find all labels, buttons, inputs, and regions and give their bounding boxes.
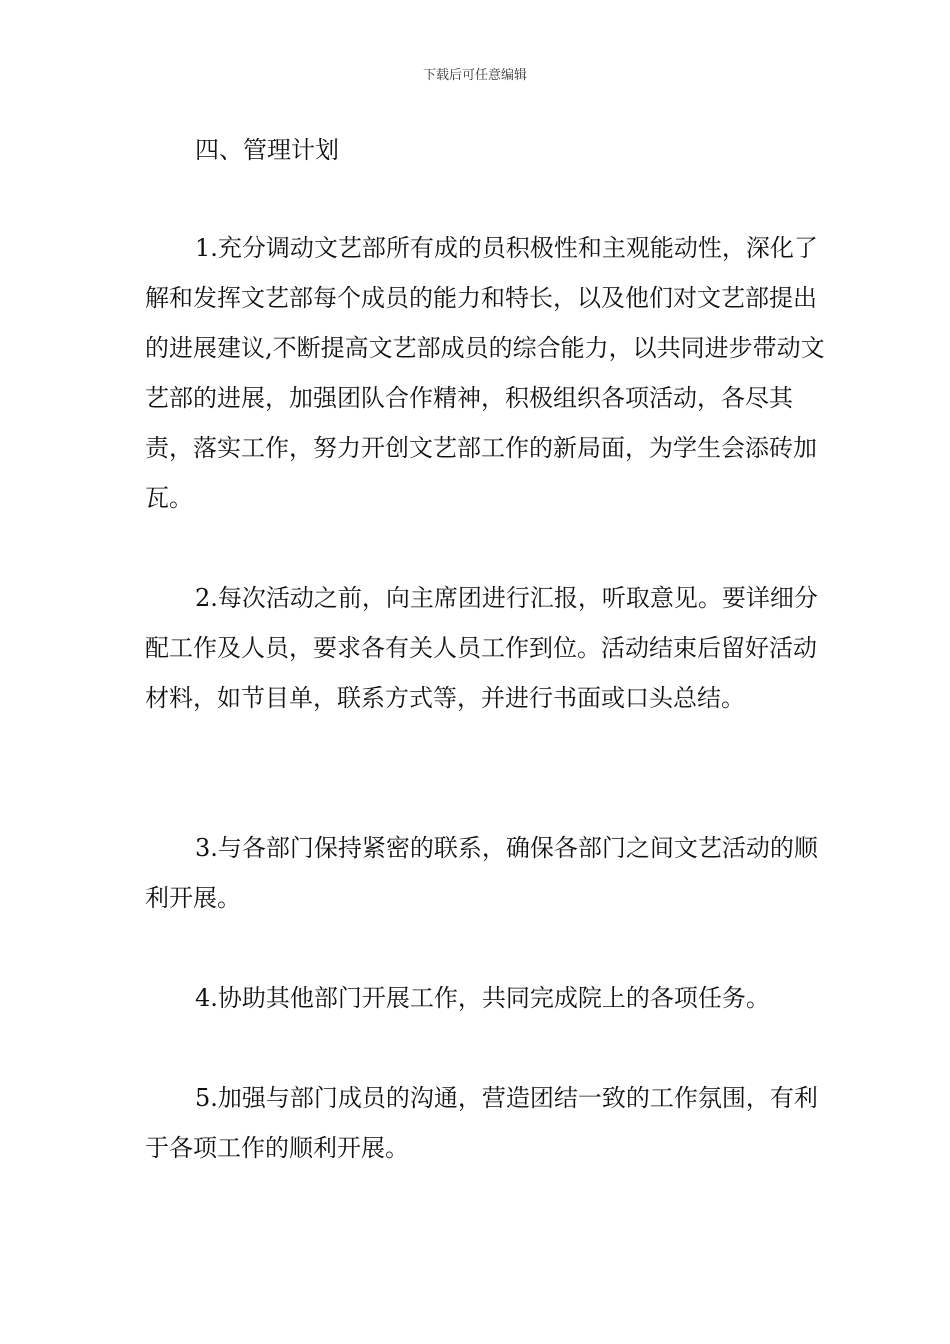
header-note: 下载后可任意编辑 <box>422 68 527 83</box>
section-title: 四、管理计划 <box>195 136 339 164</box>
paragraph-item-4: 4.协助其他部门开展工作，共同完成院上的各项任务。 <box>195 984 770 1012</box>
paragraph-item-3: 3.与各部门保持紧密的联系，确保各部门之间文艺活动的顺利开展。 <box>145 834 818 912</box>
paragraph-item-2: 2.每次活动之前，向主席团进行汇报，听取意见。要详细分配工作及人员，要求各有关人员工作到位。活动结束后留好活动材料，如节目单，联系方式等，并进行书面或口头总结。 <box>145 584 818 712</box>
paragraph-item-1: 1.充分调动文艺部所有成的员积极性和主观能动性，深化了解和发挥文艺部每个成员的能力和特长，以及他们对文艺部提出的进展建议,不断提高文艺部成员的综合能力，以共同进步带动文艺部的进展，加强团队合作精神，积极组织各项活动，各尽其责，落实工作，努力开创文艺部工作的新局面，为学生会添砖加瓦。 <box>145 234 825 512</box>
paragraph-item-5: 5.加强与部门成员的沟通，营造团结一致的工作氛围，有利于各项工作的顺利开展。 <box>145 1084 818 1162</box>
